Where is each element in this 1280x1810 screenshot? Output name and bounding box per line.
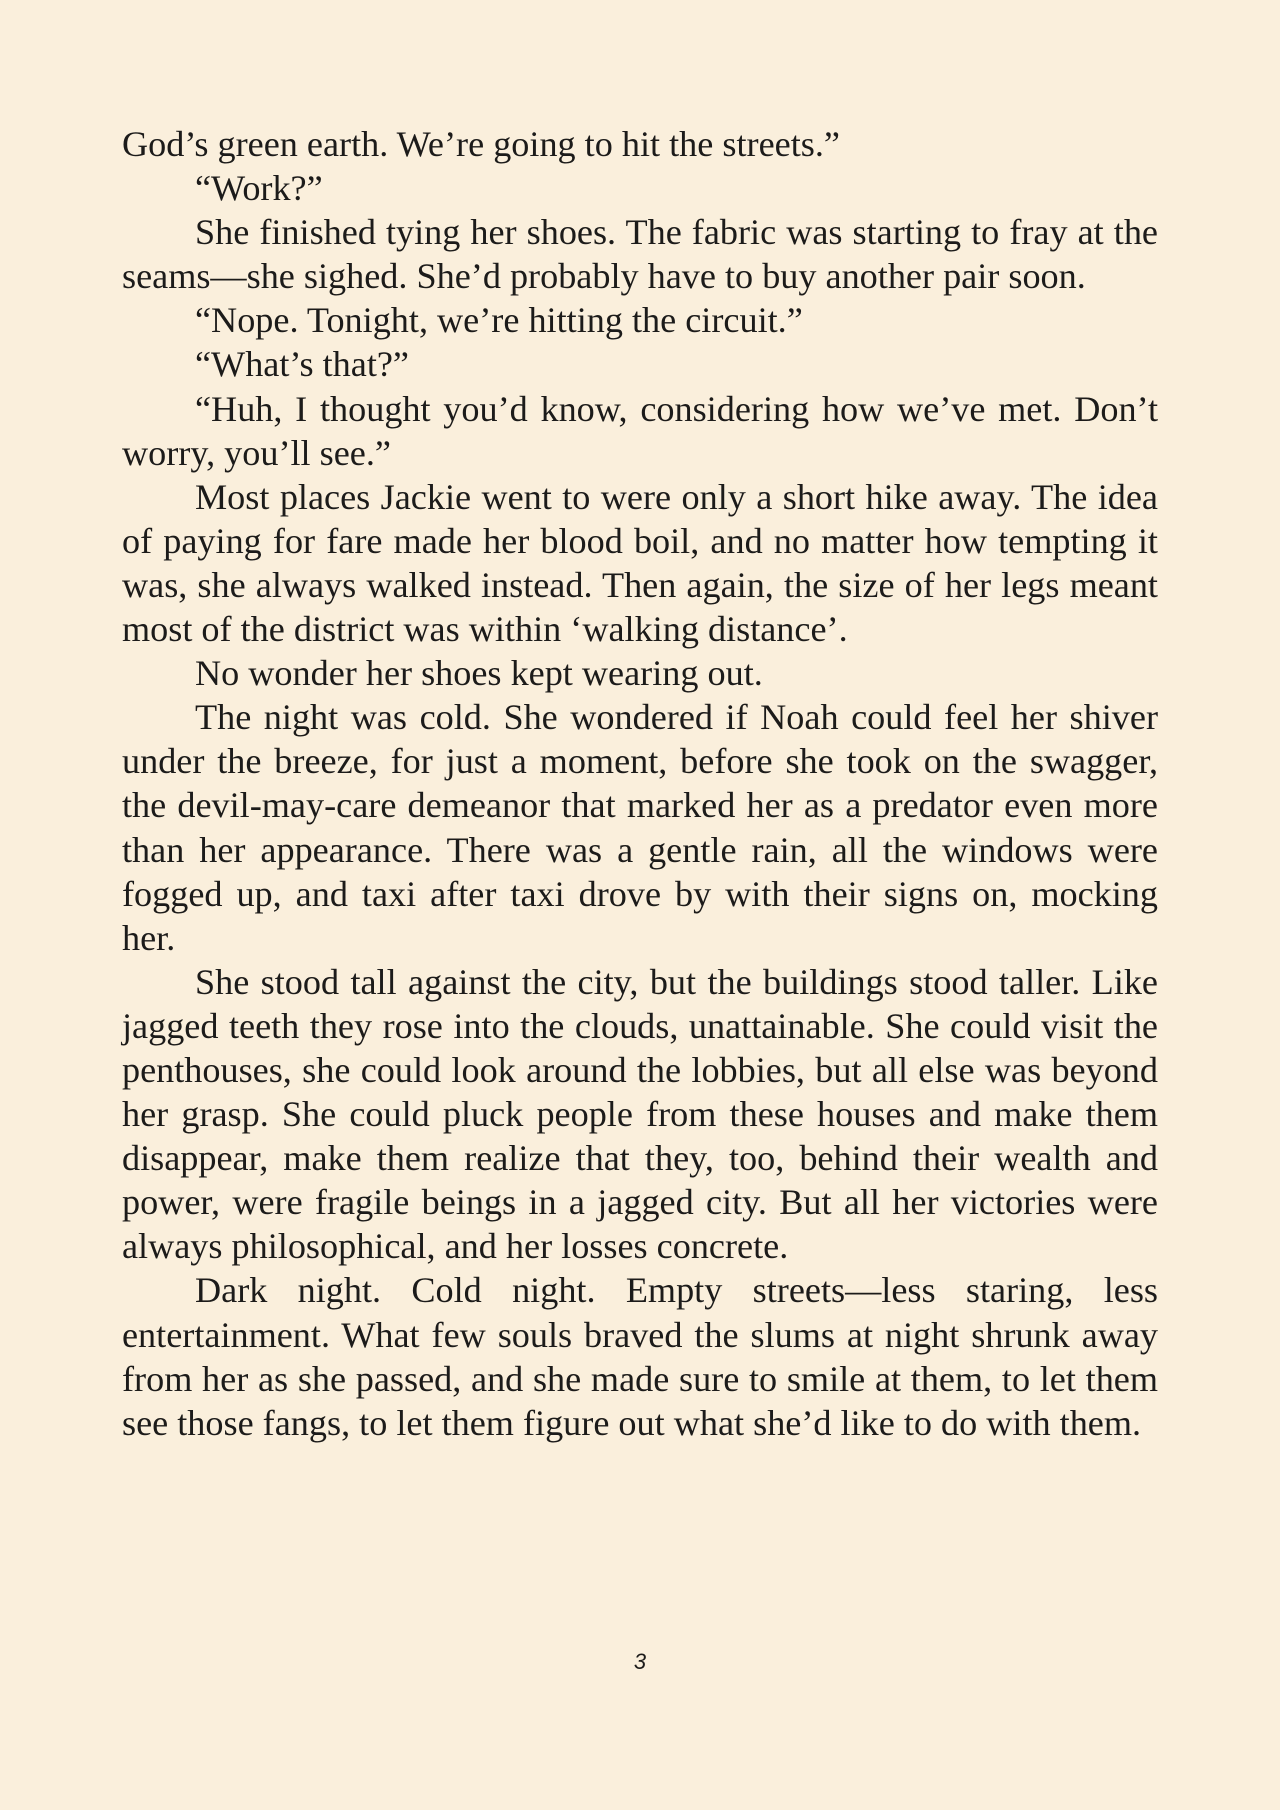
paragraph-continuation: God’s green earth. We’re going to hit the streets.” (122, 124, 840, 164)
paragraph-dialogue-work: “Work?” (195, 168, 323, 209)
paragraph-dialogue-whats-that: “What’s that?” (195, 344, 409, 385)
paragraph-no-wonder: No wonder her shoes kept wearing out. (195, 653, 763, 694)
paragraph-dialogue-nope: “Nope. Tonight, we’re hitting the circuit.” (195, 300, 803, 341)
page-number: 3 (633, 1649, 647, 1674)
paragraph-night-cold: The night was cold. She wondered if Noah could feel her shiver under the breeze, for just a moment, before she took on the swagger, the devil-may-care demeanor that marked her as a predator even more than her appearance. There was a gentle rain, all the windows were fogged up, and taxi after taxi drove by with their signs on, mocking her. (122, 697, 1158, 958)
paragraph-shoes: She finished tying her shoes. The fabric was starting to fray at the seams—she sighed. She’d probably have to buy another pair soon. (122, 212, 1158, 297)
paragraph-walking: Most places Jackie went to were only a short hike away. The idea of paying for fare made her blood boil, and no matter how tempting it was, she always walked instead. Then again, the size of her legs meant most of the district was within ‘walking distance’. (122, 476, 1158, 650)
body-text (122, 122, 1158, 1445)
paragraph-dark-night: Dark night. Cold night. Empty streets—less staring, less entertainment. What few souls braved the slums at night shrunk away from her as she passed, and she made sure to smile at them, to let them see those fangs, to let them figure out what she’d like to do with them. (122, 1270, 1158, 1443)
paragraph-city: She stood tall against the city, but the buildings stood taller. Like jagged teeth they rose into the clouds, unattainable. She could visit the penthouses, she could look around the lobbies, but all else was beyond her grasp. She could pluck people from these houses and make them disappear, make them realize that they, too, behind their wealth and power, were fragile beings in a jagged city. But all her victories were always philosophical, and her losses concrete. (122, 961, 1158, 1267)
paragraph-dialogue-huh: “Huh, I thought you’d know, considering how we’ve met. Don’t worry, you’ll see.” (122, 388, 1158, 473)
